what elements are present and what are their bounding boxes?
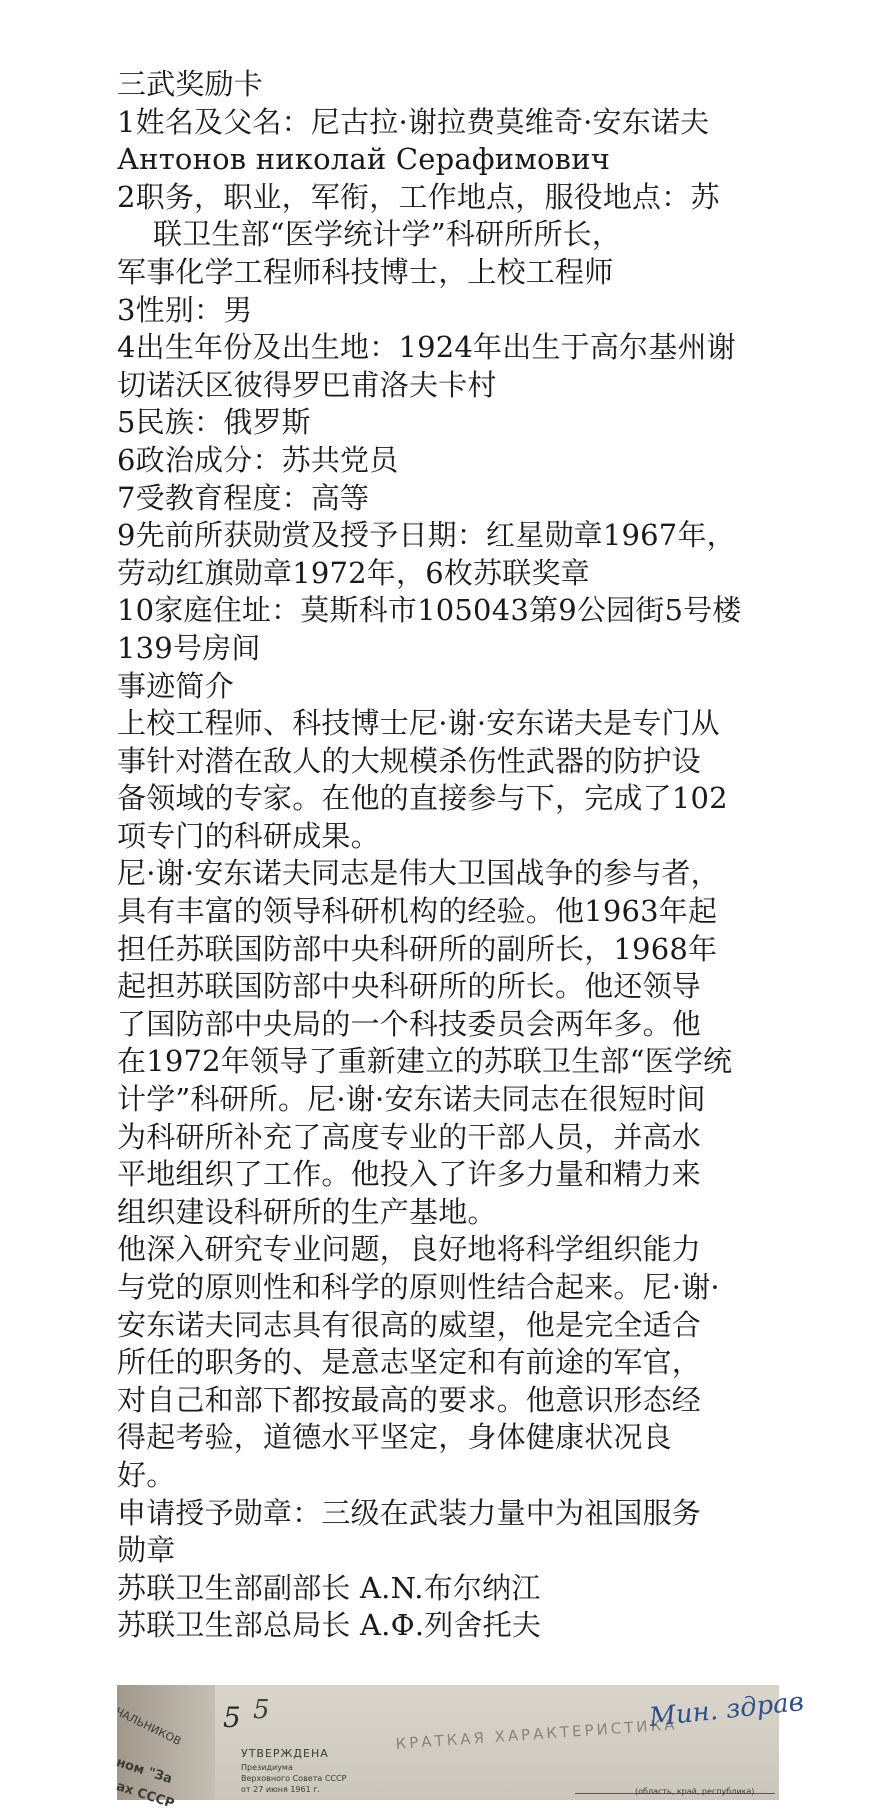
- scan-form-footer: (область, край, республика): [635, 1787, 755, 1796]
- award-request-cont: 勋章: [117, 1533, 176, 1568]
- paragraph-line: 尼·谢·安东诺夫同志是伟大卫国战争的参与者，: [117, 856, 720, 891]
- paragraph-line: 了国防部中央局的一个科技委员会两年多。他: [117, 1006, 702, 1041]
- paragraph-line: 得起考验，道德水平坚定，身体健康状况良: [117, 1420, 672, 1455]
- paragraph-line: 与党的原则性和科学的原则性结合起来。尼·谢·: [117, 1270, 720, 1304]
- scan-approved-sub: Верховного Совета СССР: [241, 1774, 347, 1783]
- scan-page-number: 5: [223, 1701, 241, 1734]
- field-awards: 9先前所获勋赏及授予日期：红星勋章1967年，: [117, 518, 736, 553]
- field-education: 7受教育程度：高等: [117, 480, 370, 515]
- field-birth: 4出生年份及出生地：1924年出生于高尔基州谢: [117, 330, 736, 365]
- scan-left-page: [113, 1685, 217, 1812]
- field-birth-cont: 切诺沃区彼得罗巴甫洛夫卡村: [117, 367, 497, 402]
- scanned-document-image: [113, 1685, 806, 1812]
- paragraph-line: 为科研所补充了高度专业的干部人员，并高水: [117, 1119, 702, 1154]
- field-awards-cont: 劳动红旗勋章1972年，6枚苏联奖章: [117, 555, 590, 590]
- scan-approved-sub: Президиума: [241, 1763, 293, 1772]
- paragraph-line: 上校工程师、科技博士尼·谢·安东诺夫是专门从: [117, 706, 720, 741]
- field-address: 10家庭住址：莫斯科市105043第9公园街5号楼: [117, 593, 742, 628]
- document-title: 三武奖励卡: [117, 67, 264, 101]
- scan-left-fragment: ах СССР: [114, 1779, 176, 1812]
- field-address-cont: 139号房间: [117, 630, 261, 665]
- field-gender: 3性别：男: [117, 292, 253, 327]
- scan-approved-label: УТВЕРЖДЕНА: [241, 1747, 329, 1760]
- scan-form-page: [215, 1685, 806, 1800]
- award-request: 申请授予勋章：三级在武装力量中为祖国服务: [117, 1495, 702, 1530]
- scan-left-fragment: ЧАЛЬНИКОВ: [113, 1705, 184, 1748]
- paragraph-line: 组织建设科研所的生产基地。: [117, 1194, 497, 1229]
- scan-handwriting: Мин. здрав: [647, 1686, 806, 1734]
- paragraph-line: 在1972年领导了重新建立的苏联卫生部“医学统: [117, 1044, 733, 1079]
- field-party: 6政治成分：苏共党员: [117, 442, 399, 477]
- paragraph-line: 具有丰富的领导科研机构的经验。他1963年起: [117, 894, 718, 929]
- paragraph-line: 事针对潜在敌人的大规模杀伤性武器的防护设: [117, 743, 702, 778]
- field-name: 1姓名及父名：尼古拉·谢拉费莫维奇·安东诺夫: [117, 104, 710, 139]
- document-text: [117, 66, 779, 1645]
- field-position-cont: 军事化学工程师科技博士，上校工程师: [117, 254, 614, 289]
- scan-page-number-mark: 5: [253, 1695, 270, 1725]
- field-position: 2职务，职业，军衔，工作地点，服役地点：苏: [117, 179, 720, 214]
- paragraph-line: 起担苏联国防部中央科研所的所长。他还领导: [117, 969, 702, 1004]
- paragraph-line: 好。: [117, 1457, 176, 1492]
- paragraph-line: 备领域的专家。在他的直接参与下，完成了102: [117, 781, 728, 816]
- scan-form-header: КРАТКАЯ ХАРАКТЕРИСТИКА: [395, 1715, 678, 1753]
- section-heading: 事迹简介: [117, 668, 234, 703]
- signatory-deputy-minister: 苏联卫生部副部长 A.N.布尔纳江: [117, 1570, 541, 1605]
- paragraph-line: 项专门的科研成果。: [117, 818, 380, 853]
- paragraph-line: 对自己和部下都按最高的要求。他意识形态经: [117, 1382, 702, 1417]
- field-nationality: 5民族：俄罗斯: [117, 405, 311, 440]
- paragraph-line: 计学”科研所。尼·谢·安东诺夫同志在很短时间: [117, 1082, 706, 1117]
- scan-left-fragment: ном "За: [114, 1755, 175, 1788]
- paragraph-line: 所任的职务的、是意志坚定和有前途的军官，: [117, 1345, 702, 1380]
- field-name-russian: Антонов николай Серафимович: [117, 142, 611, 177]
- paragraph-line: 安东诺夫同志具有很高的威望，他是完全适合: [117, 1307, 702, 1342]
- paragraph-line: 他深入研究专业问题，良好地将科学组织能力: [117, 1232, 702, 1267]
- scan-approved-sub: от 27 июня 1961 г.: [241, 1785, 320, 1794]
- signatory-director: 苏联卫生部总局长 A.Ф.列舍托夫: [117, 1608, 542, 1643]
- paragraph-line: 平地组织了工作。他投入了许多力量和精力来: [117, 1157, 702, 1192]
- paragraph-line: 担任苏联国防部中央科研所的副所长，1968年: [117, 931, 718, 966]
- field-position-cont: 联卫生部“医学统计学”科研所所长，: [153, 217, 622, 252]
